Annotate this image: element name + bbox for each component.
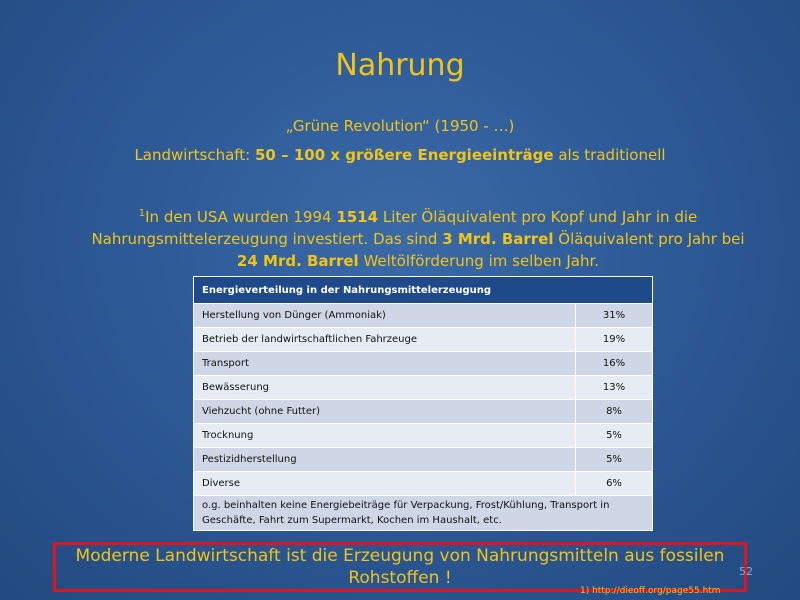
paragraph-part-3: Öläquivalent pro Jahr bei [553,230,745,248]
paragraph-part-4: Weltölförderung im selben Jahr. [358,252,600,270]
row-label: Diverse [194,472,576,496]
table-row [194,304,653,328]
table-row [194,328,653,352]
row-label: Betrieb der landwirtschaftlichen Fahrzeuge [194,328,576,352]
paragraph-bold-2: 3 Mrd. Barrel [442,230,554,248]
row-label: Transport [194,352,576,376]
energy-input-line [0,146,800,164]
energy-input-highlight: 50 – 100 x größere Energieeinträge [255,146,554,164]
row-value: 5% [576,448,653,472]
energy-distribution-table [193,276,653,531]
usa-paragraph [88,203,748,272]
row-label: Pestizidherstellung [194,448,576,472]
row-value: 19% [576,328,653,352]
row-label: Herstellung von Dünger (Ammoniak) [194,304,576,328]
row-value: 31% [576,304,653,328]
table-note-row [194,496,653,531]
source-footnote[interactable]: 1) http://dieoff.org/page55.htm [580,586,721,596]
row-value: 16% [576,352,653,376]
energy-input-prefix: Landwirtschaft: [134,146,255,164]
row-label: Viehzucht (ohne Futter) [194,400,576,424]
conclusion-callout: Moderne Landwirtschaft ist die Erzeugung von Nahrungsmitteln aus fossilen Rohstoffen ! [53,542,747,592]
paragraph-part-1: In den USA wurden 1994 [145,208,337,226]
footnote-marker: 1 [138,208,146,219]
row-value: 6% [576,472,653,496]
table-row [194,400,653,424]
page-number: 52 [739,565,753,578]
row-label: Bewässerung [194,376,576,400]
paragraph-part-2: Liter Öläquivalent pro Kopf und Jahr in die Nahrungsmittelerzeugung investiert. Das sind [91,208,698,248]
table-row [194,448,653,472]
paragraph-bold-1: 1514 [336,208,379,226]
subtitle: „Grüne Revolution“ (1950 - …) [285,117,515,135]
row-value: 13% [576,376,653,400]
paragraph-bold-3: 24 Mrd. Barrel [236,252,359,270]
row-label: Trocknung [194,424,576,448]
table-header-row [194,277,653,304]
table-header: Energieverteilung in der Nahrungsmittelerzeugung [194,277,653,304]
table-note: o.g. beinhalten keine Energiebeiträge für Verpackung, Frost/Kühlung, Transport in Geschäfte, Fahrt zum Supermarkt, Kochen im Haushalt, etc. [194,496,653,531]
row-value: 8% [576,400,653,424]
energy-input-suffix: als traditionell [553,146,666,164]
table-row [194,376,653,400]
table-row [194,352,653,376]
slide-title: Nahrung [335,48,465,83]
table-row [194,424,653,448]
row-value: 5% [576,424,653,448]
table-row [194,472,653,496]
